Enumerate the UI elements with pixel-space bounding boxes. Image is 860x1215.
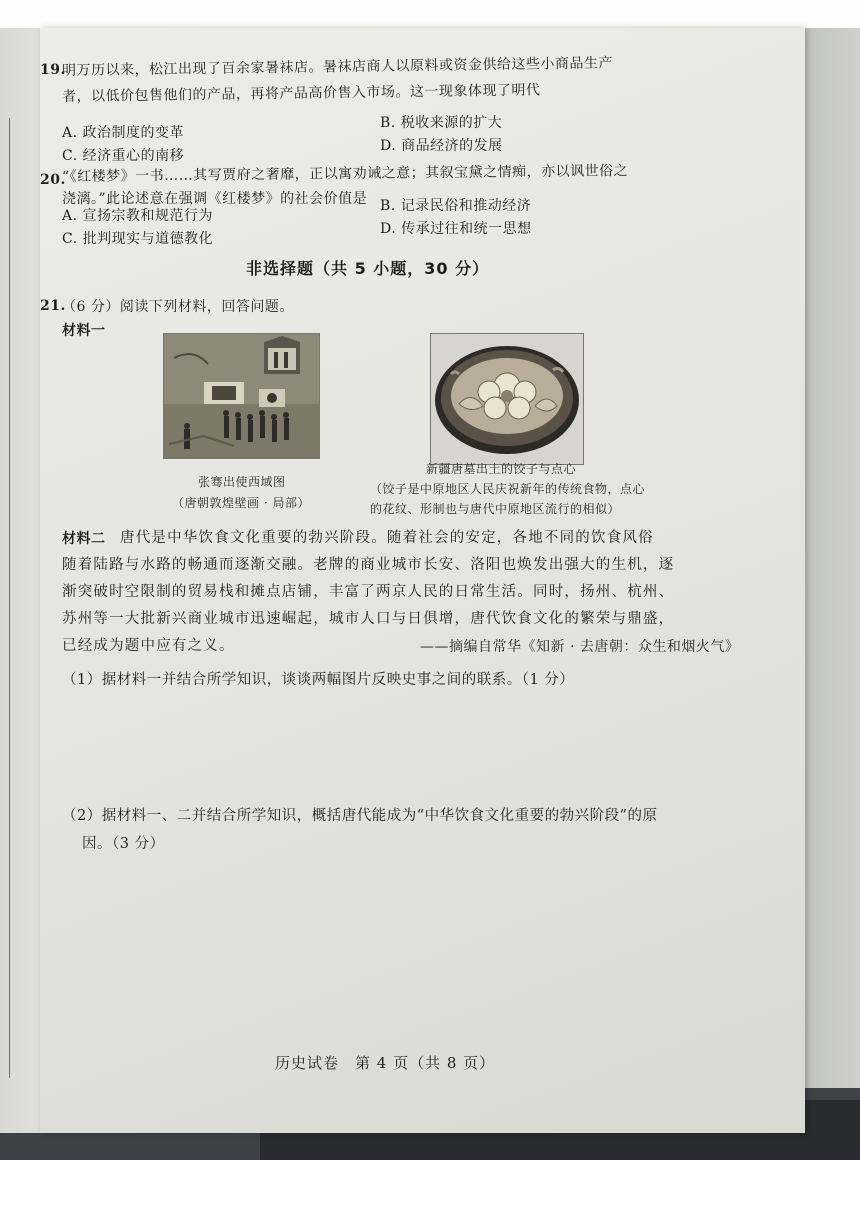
q19-option-a: A. 政治制度的变革 — [62, 125, 185, 141]
material1-label: 材料一 — [62, 323, 106, 339]
dumpling-dish-image — [430, 333, 584, 465]
scan-bottom-margin — [0, 1160, 860, 1215]
q20-option-a: A. 宣扬宗教和规范行为 — [62, 208, 214, 224]
q19-stem-line2: 者，以低价包售他们的产品，再将产品高价售入市场。这一现象体现了明代 — [61, 82, 541, 105]
section-title: 非选择题（共 5 小题，30 分） — [246, 259, 490, 278]
material2-line2: 随着陆路与水路的畅通而逐渐交融。老牌的商业城市长安、洛阳也焕发出强大的生机，逐 — [62, 557, 675, 573]
q21-subquestion-1: （1）据材料一并结合所学知识，谈谈两幅图片反映史事之间的联系。（1 分） — [62, 672, 575, 688]
q20-stem-line1: “《红楼梦》一书……其写贾府之奢靡，正以寓劝诫之意；其叙宝黛之情痴，亦以讽世俗之 — [61, 163, 629, 185]
exam-sheet — [40, 28, 805, 1133]
q20-number: 20. — [40, 172, 66, 188]
q20-stem-line2: 浇漓。”此论述意在强调《红楼梦》的社会价值是 — [62, 191, 368, 207]
material2-label: 材料二 — [62, 531, 106, 547]
q20-option-b: B. 记录民俗和推动经济 — [380, 198, 532, 214]
material2-line4: 苏州等一大批新兴商业城市迅速崛起，城市人口与日俱增，唐代饮食文化的繁荣与鼎盛， — [62, 611, 675, 627]
mural-image — [163, 333, 320, 459]
scan-top-margin — [0, 0, 860, 28]
figure2-caption-note-line1: （饺子是中原地区人民庆祝新年的传统食物，点心 — [370, 482, 646, 496]
q21-number: 21. — [40, 298, 66, 314]
material2-line3: 渐突破时空限制的贸易栈和摊点店铺，丰富了两京人民的日常生活。同时，扬州、杭州、 — [62, 584, 675, 600]
dish-illustration — [431, 334, 583, 464]
q20-option-d: D. 传承过往和统一思想 — [380, 221, 532, 237]
material2-line1: 唐代是中华饮食文化重要的勃兴阶段。随着社会的安定，各地不同的饮食风俗 — [120, 530, 654, 546]
q19-number: 19. — [40, 62, 66, 78]
q19-option-d: D. 商品经济的发展 — [380, 138, 503, 154]
figure1-caption-source: （唐朝敦煌壁画 · 局部） — [172, 496, 310, 510]
q21-subquestion-2-line1: （2）据材料一、二并结合所学知识，概括唐代能成为“中华饮食文化重要的勃兴阶段”的原 — [62, 808, 658, 824]
figure1-caption-title: 张骞出使西域图 — [198, 475, 286, 489]
margin-rule — [9, 118, 10, 1078]
q21-intro: （6 分）阅读下列材料，回答问题。 — [62, 299, 294, 315]
q21-subquestion-2-line2: 因。（3 分） — [82, 836, 165, 852]
figure2-caption-title: 新疆唐墓出土的饺子与点心 — [426, 462, 577, 476]
q19-stem-line1: 明万历以来，松江出现了百余家暑袜店。暑袜店商人以原料或资金供给这些小商品生产 — [61, 55, 614, 79]
q19-option-c: C. 经济重心的南移 — [62, 148, 185, 164]
material2-source: ——摘编自常华《知新 · 去唐朝：众生和烟火气》 — [420, 639, 740, 655]
figure2-caption-note-line2: 的花纹、形制也与唐代中原地区流行的相似） — [370, 502, 621, 516]
q19-option-b: B. 税收来源的扩大 — [380, 115, 503, 131]
material2-line5: 已经成为题中应有之义。 — [62, 638, 235, 654]
page-footer: 历史试卷 第 4 页（共 8 页） — [275, 1054, 496, 1072]
q20-option-c: C. 批判现实与道德教化 — [62, 231, 214, 247]
mural-illustration — [164, 334, 319, 458]
